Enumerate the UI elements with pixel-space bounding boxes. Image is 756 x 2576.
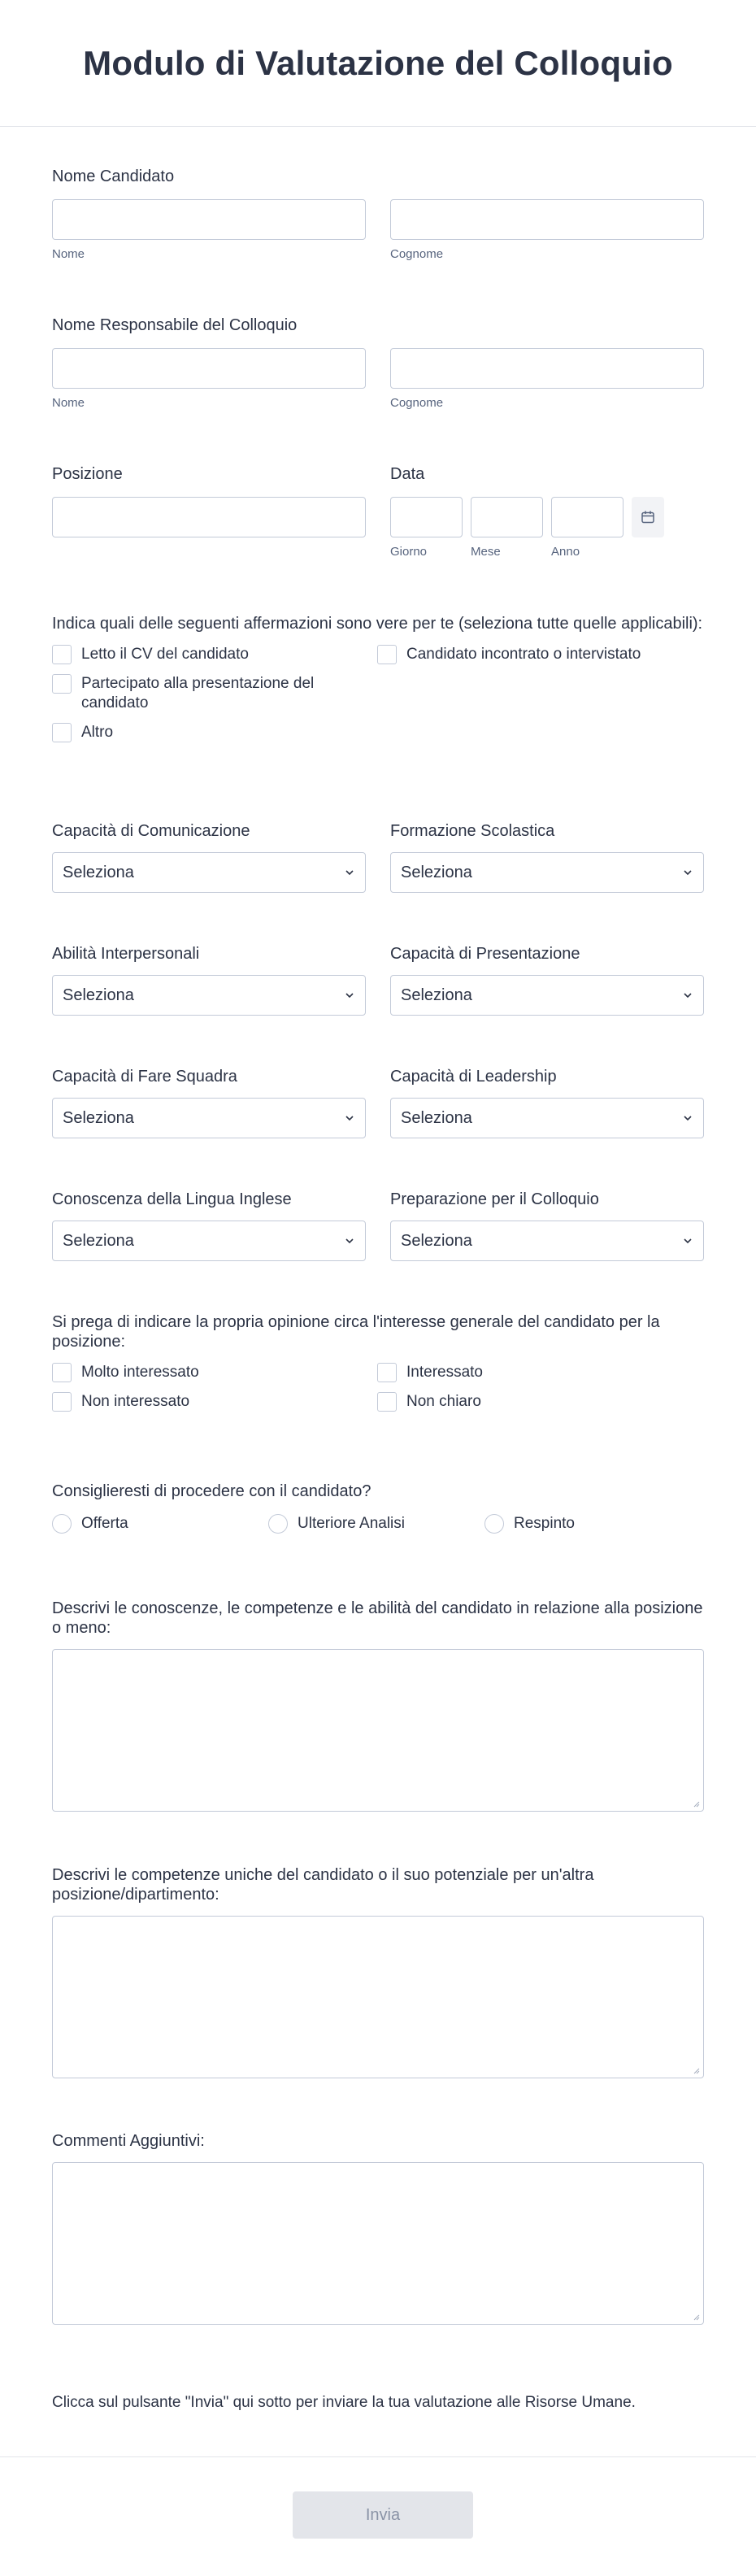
chevron-down-icon bbox=[344, 868, 355, 877]
statements-field bbox=[52, 614, 704, 742]
select-label-education: Formazione Scolastica bbox=[390, 822, 555, 840]
date-day-sublabel: Giorno bbox=[390, 545, 428, 559]
select-row-1 bbox=[52, 821, 704, 893]
textarea-label-comments: Commenti Aggiuntivi: bbox=[52, 2132, 205, 2150]
submit-button[interactable]: Invia bbox=[293, 2491, 473, 2539]
interviewer-last-name-input[interactable] bbox=[390, 348, 704, 389]
checkbox[interactable] bbox=[52, 723, 72, 742]
select-label-english: Conoscenza della Lingua Inglese bbox=[52, 1190, 292, 1208]
form-title: Modulo di Valutazione del Colloquio bbox=[83, 43, 673, 82]
textarea-field-knowledge bbox=[52, 1599, 704, 1812]
position-input[interactable] bbox=[52, 497, 366, 537]
select-label-leadership: Capacità di Leadership bbox=[390, 1068, 557, 1086]
calendar-button[interactable] bbox=[632, 497, 664, 537]
textarea-label-knowledge: Descrivi le conoscenze, le competenze e le abilità del candidato in relazione alla posizione o meno: bbox=[52, 1599, 703, 1637]
select-interpersonal[interactable]: Seleziona bbox=[52, 975, 366, 1016]
interest-option-interested[interactable]: Interessato bbox=[377, 1363, 702, 1382]
interest-option-not[interactable]: Non interessato bbox=[52, 1392, 377, 1412]
interest-field bbox=[52, 1312, 704, 1412]
statements-question: Indica quali delle seguenti affermazioni sono vere per te (seleziona tutte quelle applicabili): bbox=[52, 615, 703, 633]
chevron-down-icon bbox=[682, 1237, 693, 1245]
statement-option-other[interactable]: Altro bbox=[52, 723, 377, 742]
select-row-3 bbox=[52, 1067, 704, 1138]
textarea-field-comments bbox=[52, 2131, 704, 2325]
candidate-last-name-input[interactable] bbox=[390, 199, 704, 240]
select-label-presentation: Capacità di Presentazione bbox=[390, 945, 580, 963]
radio-button[interactable] bbox=[484, 1514, 504, 1534]
recommend-option-offer[interactable]: Offerta bbox=[52, 1514, 268, 1534]
textarea-label-potential: Descrivi le competenze uniche del candidato o il suo potenziale per un'altra posizione/dipartimento: bbox=[52, 1866, 594, 1904]
date-year-sublabel: Anno bbox=[551, 545, 580, 559]
chevron-down-icon bbox=[344, 1114, 355, 1122]
candidate-first-name-sublabel: Nome bbox=[52, 247, 85, 261]
select-row-4 bbox=[52, 1190, 704, 1261]
checkbox[interactable] bbox=[52, 1363, 72, 1382]
textarea-knowledge[interactable] bbox=[52, 1649, 704, 1812]
select-label-teamwork: Capacità di Fare Squadra bbox=[52, 1068, 237, 1086]
radio-button[interactable] bbox=[52, 1514, 72, 1534]
submit-note: Clicca sul pulsante "Invia" qui sotto per inviare la tua valutazione alle Risorse Umane. bbox=[52, 2394, 636, 2411]
recommend-option-analysis[interactable]: Ulteriore Analisi bbox=[268, 1514, 484, 1534]
select-leadership[interactable]: Seleziona bbox=[390, 1098, 704, 1138]
interest-option-unclear[interactable]: Non chiaro bbox=[377, 1392, 702, 1412]
resize-handle-icon[interactable] bbox=[692, 2313, 700, 2321]
form-header bbox=[0, 0, 756, 127]
select-label-preparation: Preparazione per il Colloquio bbox=[390, 1190, 599, 1208]
radio-button[interactable] bbox=[268, 1514, 288, 1534]
statement-option-met[interactable]: Candidato incontrato o intervistato bbox=[377, 645, 702, 664]
select-teamwork[interactable]: Seleziona bbox=[52, 1098, 366, 1138]
checkbox[interactable] bbox=[52, 645, 72, 664]
date-year-input[interactable] bbox=[551, 497, 623, 537]
date-day-input[interactable] bbox=[390, 497, 463, 537]
interest-option-very[interactable]: Molto interessato bbox=[52, 1363, 377, 1382]
checkbox[interactable] bbox=[377, 645, 397, 664]
chevron-down-icon bbox=[344, 991, 355, 999]
interest-question: Si prega di indicare la propria opinione circa l'interesse generale del candidato per la posizione: bbox=[52, 1313, 660, 1351]
statement-option-presentation[interactable]: Partecipato alla presentazione del candidato bbox=[52, 674, 345, 713]
date-month-sublabel: Mese bbox=[471, 545, 501, 559]
select-communication[interactable]: Seleziona bbox=[52, 852, 366, 893]
footer-divider bbox=[0, 2456, 756, 2457]
select-education[interactable]: Seleziona bbox=[390, 852, 704, 893]
textarea-potential[interactable] bbox=[52, 1916, 704, 2078]
checkbox[interactable] bbox=[377, 1363, 397, 1382]
interviewer-name-field bbox=[52, 315, 704, 410]
checkbox[interactable] bbox=[377, 1392, 397, 1412]
candidate-last-name-sublabel: Cognome bbox=[390, 247, 444, 261]
textarea-comments[interactable] bbox=[52, 2162, 704, 2325]
select-label-interpersonal: Abilità Interpersonali bbox=[52, 945, 200, 963]
select-presentation[interactable]: Seleziona bbox=[390, 975, 704, 1016]
select-label-communication: Capacità di Comunicazione bbox=[52, 822, 250, 840]
date-month-input[interactable] bbox=[471, 497, 543, 537]
textarea-field-potential bbox=[52, 1865, 704, 2078]
select-preparation[interactable]: Seleziona bbox=[390, 1221, 704, 1261]
interviewer-first-name-sublabel: Nome bbox=[52, 396, 85, 410]
checkbox[interactable] bbox=[52, 674, 72, 694]
chevron-down-icon bbox=[682, 868, 693, 877]
chevron-down-icon bbox=[682, 991, 693, 999]
candidate-first-name-input[interactable] bbox=[52, 199, 366, 240]
calendar-icon bbox=[641, 510, 655, 524]
interviewer-name-label: Nome Responsabile del Colloquio bbox=[52, 316, 298, 334]
resize-handle-icon[interactable] bbox=[692, 2066, 700, 2074]
recommend-question: Consiglieresti di procedere con il candidato? bbox=[52, 1482, 371, 1500]
chevron-down-icon bbox=[344, 1237, 355, 1245]
recommend-field bbox=[52, 1482, 704, 1534]
chevron-down-icon bbox=[682, 1114, 693, 1122]
statement-option-cv[interactable]: Letto il CV del candidato bbox=[52, 645, 377, 664]
interviewer-first-name-input[interactable] bbox=[52, 348, 366, 389]
interviewer-last-name-sublabel: Cognome bbox=[390, 396, 444, 410]
position-date-row bbox=[52, 464, 704, 559]
select-row-2 bbox=[52, 944, 704, 1016]
date-label: Data bbox=[390, 465, 425, 483]
checkbox[interactable] bbox=[52, 1392, 72, 1412]
recommend-option-rejected[interactable]: Respinto bbox=[484, 1514, 575, 1534]
candidate-name-label: Nome Candidato bbox=[52, 168, 175, 185]
select-english[interactable]: Seleziona bbox=[52, 1221, 366, 1261]
candidate-name-field bbox=[52, 167, 704, 261]
position-label: Posizione bbox=[52, 465, 123, 483]
resize-handle-icon[interactable] bbox=[692, 1799, 700, 1808]
